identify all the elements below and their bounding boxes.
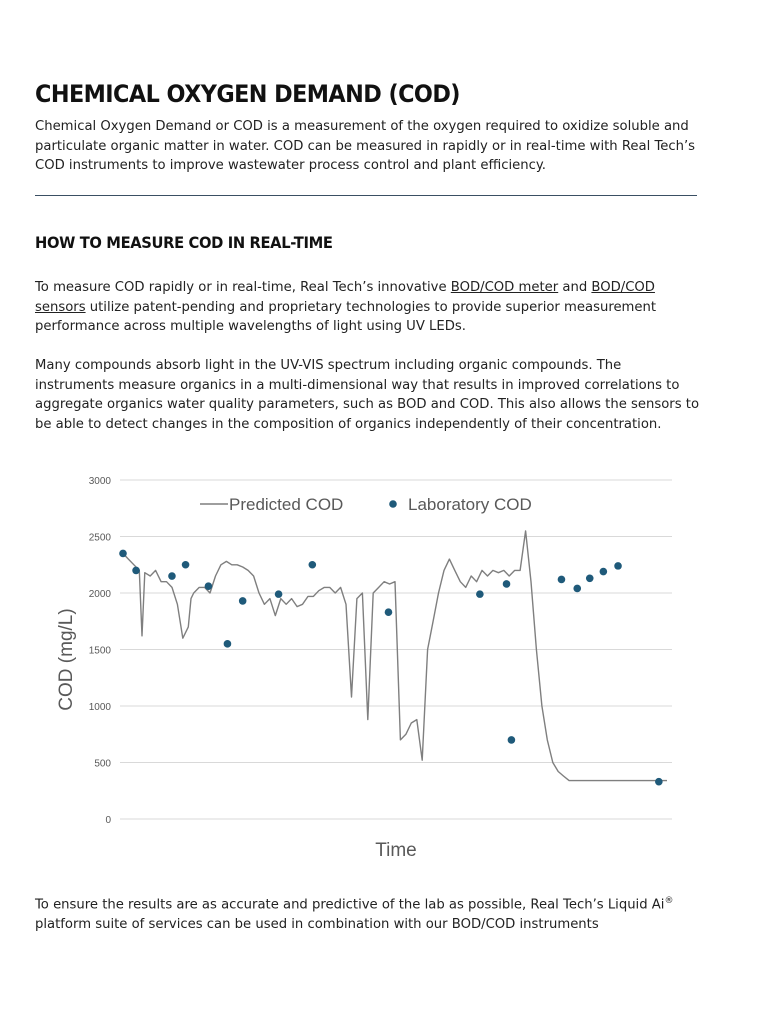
y-tick-label: 500 — [94, 758, 111, 770]
legend-predicted-label: Predicted COD — [229, 495, 344, 514]
laboratory-cod-point — [558, 576, 566, 584]
liquid-ai-text-start: To ensure the results are as accurate and predictive of the lab as possible, Real Tech’s Liquid Ai — [35, 897, 665, 913]
laboratory-cod-point — [503, 580, 511, 588]
spectrum-paragraph: Many compounds absorb light in the UV-VIS spectrum including organic compounds. The instruments measure organics in a multi-dimensional way that results in improved correlations to aggregate organics water quality parameters, such as BOD and COD. This also allows the sensors to be able to detect changes in the composition of organics independently of their concentration. — [35, 358, 700, 432]
legend-laboratory-swatch — [389, 500, 397, 508]
y-tick-label: 1000 — [88, 702, 111, 713]
laboratory-cod-point — [573, 585, 581, 593]
section-heading: HOW TO MEASURE COD IN REAL-TIME — [35, 233, 333, 252]
liquid-ai-text-end: platform suite of services can be used in combination with our BOD/COD instruments — [35, 916, 599, 932]
y-tick-label: 2000 — [88, 589, 111, 600]
measure-text-and: and — [558, 280, 592, 295]
laboratory-cod-point — [275, 590, 283, 598]
laboratory-cod-point — [182, 561, 190, 569]
laboratory-cod-point — [168, 572, 176, 580]
intro-paragraph: Chemical Oxygen Demand or COD is a measurement of the oxygen required to oxidize soluble and particulate organic matter in water. COD can be measured in rapidly or in real-time with Real Tech’s COD instruments to improve wastewater process control and plant efficiency. — [35, 119, 696, 173]
laboratory-cod-point — [224, 640, 232, 648]
laboratory-cod-point — [119, 550, 127, 558]
y-tick-label: 2500 — [88, 532, 111, 544]
laboratory-cod-point — [132, 567, 140, 575]
laboratory-cod-point — [476, 590, 484, 598]
predicted-cod-line — [123, 531, 667, 781]
y-tick-label: 0 — [105, 815, 111, 826]
page-title: CHEMICAL OXYGEN DEMAND (COD) — [35, 80, 460, 108]
y-axis-label: COD (mg/L) — [56, 608, 77, 711]
bod-cod-sensors-link[interactable]: BOD/COD sensors — [35, 280, 655, 315]
y-tick-label: 1500 — [88, 645, 111, 657]
measure-text-end: utilize patent-pending and proprietary technologies to provide superior measurement performance across multiple wavelengths of light using UV LEDs. — [35, 299, 657, 334]
laboratory-cod-point — [614, 562, 622, 570]
laboratory-cod-point — [655, 778, 663, 786]
laboratory-cod-point — [586, 575, 594, 583]
laboratory-cod-point — [385, 608, 393, 616]
laboratory-cod-point — [508, 736, 516, 744]
legend-laboratory-label: Laboratory COD — [408, 495, 532, 514]
registered-mark: ® — [664, 896, 674, 906]
laboratory-cod-point — [309, 561, 317, 569]
laboratory-cod-point — [239, 597, 247, 605]
x-axis-label: Time — [375, 840, 417, 861]
measure-text-start: To measure COD rapidly or in real-time, Real Tech’s innovative — [35, 280, 451, 295]
laboratory-cod-point — [600, 568, 608, 576]
laboratory-cod-point — [205, 582, 213, 590]
y-tick-label: 3000 — [88, 476, 111, 487]
bod-cod-meter-link[interactable]: BOD/COD meter — [450, 280, 559, 295]
